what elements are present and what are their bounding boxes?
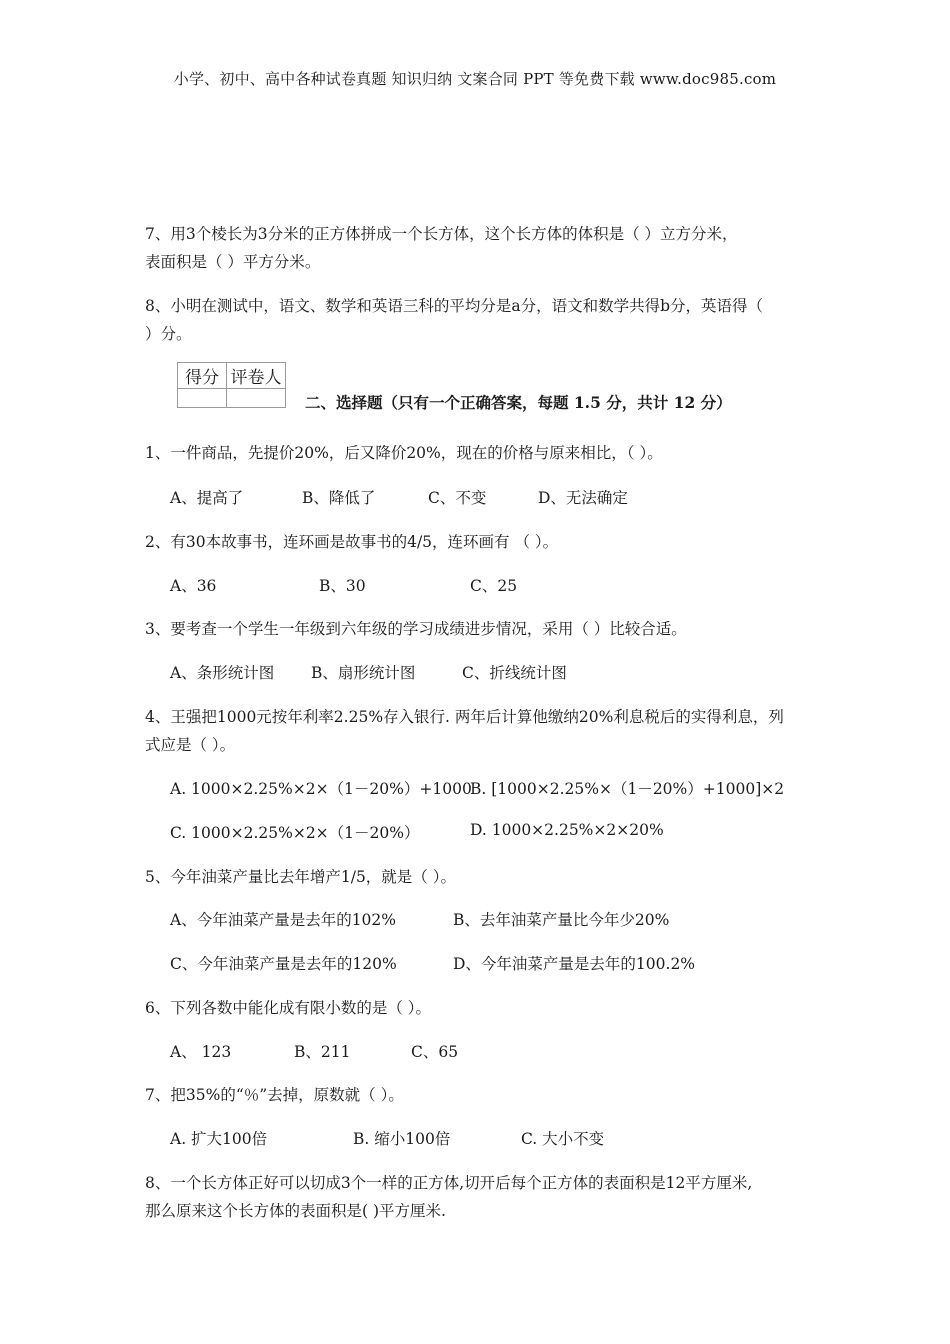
question-4-option-c: C. 1000×2.25%×2×（1－20%） (170, 824, 420, 842)
question-2-option-b: B、30 (319, 577, 366, 595)
question-7-option-b: B. 缩小100倍 (353, 1130, 451, 1148)
question-3-option-c: C、折线统计图 (462, 664, 567, 682)
grader-cell (227, 389, 286, 408)
question-5-stem: 5、今年油菜产量比去年增产1/5，就是（ ）。 (145, 868, 456, 886)
question-7-option-c: C. 大小不变 (521, 1130, 605, 1148)
question-4-option-d: D. 1000×2.25%×2×20% (470, 821, 664, 839)
question-fill-8-line2: ）分。 (145, 325, 192, 343)
question-fill-7-line2: 表面积是（ ）平方分米。 (145, 253, 321, 271)
question-2-option-c: C、25 (470, 577, 518, 595)
question-3-option-b: B、扇形统计图 (311, 664, 416, 682)
question-7-option-a: A. 扩大100倍 (170, 1130, 268, 1148)
question-8-stem: 8、一个长方体正好可以切成3个一样的正方体,切开后每个正方体的表面积是12平方厘米, (145, 1174, 753, 1192)
question-8-stem-cont: 那么原来这个长方体的表面积是( )平方厘米. (145, 1202, 446, 1220)
question-7-stem: 7、把35%的“％”去掉，原数就（ ）。 (145, 1086, 404, 1104)
question-4-option-b: B. [1000×2.25%×（1－20%）+1000]×2 (470, 780, 785, 798)
question-3-stem: 3、要考查一个学生一年级到六年级的学习成绩进步情况，采用（ ）比较合适。 (145, 620, 687, 638)
score-header: 得分 (178, 363, 227, 389)
question-fill-7-line1: 7、用3个棱长为3分米的正方体拼成一个长方体，这个长方体的体积是（ ）立方分米， (145, 225, 738, 243)
question-1-option-b: B、降低了 (302, 489, 376, 507)
page-header: 小学、初中、高中各种试卷真题 知识归纳 文案合同 PPT 等免费下载 www.doc985.com (173, 70, 777, 88)
section-title: 二、选择题（只有一个正确答案，每题 1.5 分，共计 12 分） (305, 393, 732, 412)
question-4-stem-cont: 式应是（ ）。 (145, 736, 236, 754)
question-4-stem: 4、王强把1000元按年利率2.25%存入银行. 两年后计算他缴纳20%利息税后的实得利息，列 (145, 708, 784, 726)
score-cell (178, 389, 227, 408)
question-1-option-d: D、无法确定 (538, 489, 628, 507)
question-3-option-a: A、条形统计图 (170, 664, 275, 682)
question-4-option-a: A. 1000×2.25%×2×（1－20%）+1000 (170, 780, 472, 798)
question-5-option-c: C、今年油菜产量是去年的120% (170, 955, 397, 973)
question-5-option-a: A、今年油菜产量是去年的102% (170, 911, 397, 929)
question-1-option-a: A、提高了 (170, 489, 244, 507)
question-2-stem: 2、有30本故事书，连环画是故事书的4/5，连环画有 （ ）。 (145, 533, 559, 551)
question-fill-8-line1: 8、小明在测试中，语文、数学和英语三科的平均分是a分，语文和数学共得b分，英语得（ (145, 297, 764, 315)
question-2-option-a: A、36 (170, 577, 217, 595)
question-6-option-c: C、65 (411, 1043, 459, 1061)
score-table (177, 362, 286, 408)
question-5-option-d: D、今年油菜产量是去年的100.2% (453, 955, 696, 973)
question-6-stem: 6、下列各数中能化成有限小数的是（ ）。 (145, 999, 432, 1017)
question-6-option-b: B、211 (294, 1043, 351, 1061)
question-5-option-b: B、去年油菜产量比今年少20% (453, 911, 670, 929)
question-6-option-a: A、 123 (170, 1043, 232, 1061)
question-1-option-c: C、不变 (428, 489, 487, 507)
grader-header: 评卷人 (227, 363, 286, 389)
question-1-stem: 1、一件商品，先提价20%，后又降价20%，现在的价格与原来相比，（ ）。 (145, 444, 663, 462)
